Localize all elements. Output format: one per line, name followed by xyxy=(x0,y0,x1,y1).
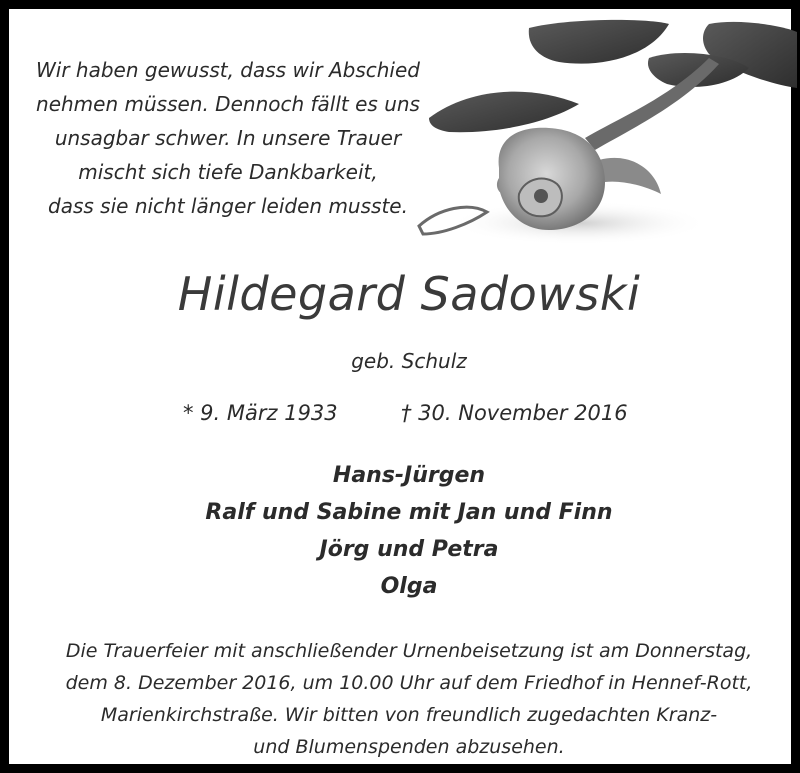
family-line: Jörg und Petra xyxy=(319,537,499,562)
maiden-name: geb. Schulz xyxy=(351,349,467,373)
poem-line: unsagbar schwer. In unsere Trauer xyxy=(54,126,402,150)
poem-line: Wir haben gewusst, dass wir Abschied xyxy=(36,58,420,82)
notice-line: und Blumenspenden abzusehen. xyxy=(253,736,565,758)
rose-icon xyxy=(409,18,799,258)
funeral-notice xyxy=(23,635,795,763)
family-list xyxy=(9,457,800,605)
notice-line: Marienkirchstraße. Wir bitten von freundlich zugedachten Kranz- xyxy=(100,704,718,726)
poem-line: dass sie nicht länger leiden musste. xyxy=(48,194,408,218)
family-line: Olga xyxy=(380,574,438,599)
death-date: † 30. November 2016 xyxy=(401,401,628,425)
notice-line: Die Trauerfeier mit anschließender Urnenbeisetzung ist am Donnerstag, xyxy=(65,640,753,662)
deceased-name: Hildegard Sadowski xyxy=(177,267,641,321)
poem-line: mischt sich tiefe Dankbarkeit, xyxy=(78,160,378,184)
notice-line: dem 8. Dezember 2016, um 10.00 Uhr auf dem Friedhof in Hennef-Rott, xyxy=(65,672,753,694)
family-line: Ralf und Sabine mit Jan und Finn xyxy=(205,500,613,525)
poem xyxy=(23,53,433,223)
family-line: Hans-Jürgen xyxy=(332,463,486,488)
birth-date: * 9. März 1933 xyxy=(183,401,338,425)
poem-line: nehmen müssen. Dennoch fällt es uns xyxy=(36,92,420,116)
